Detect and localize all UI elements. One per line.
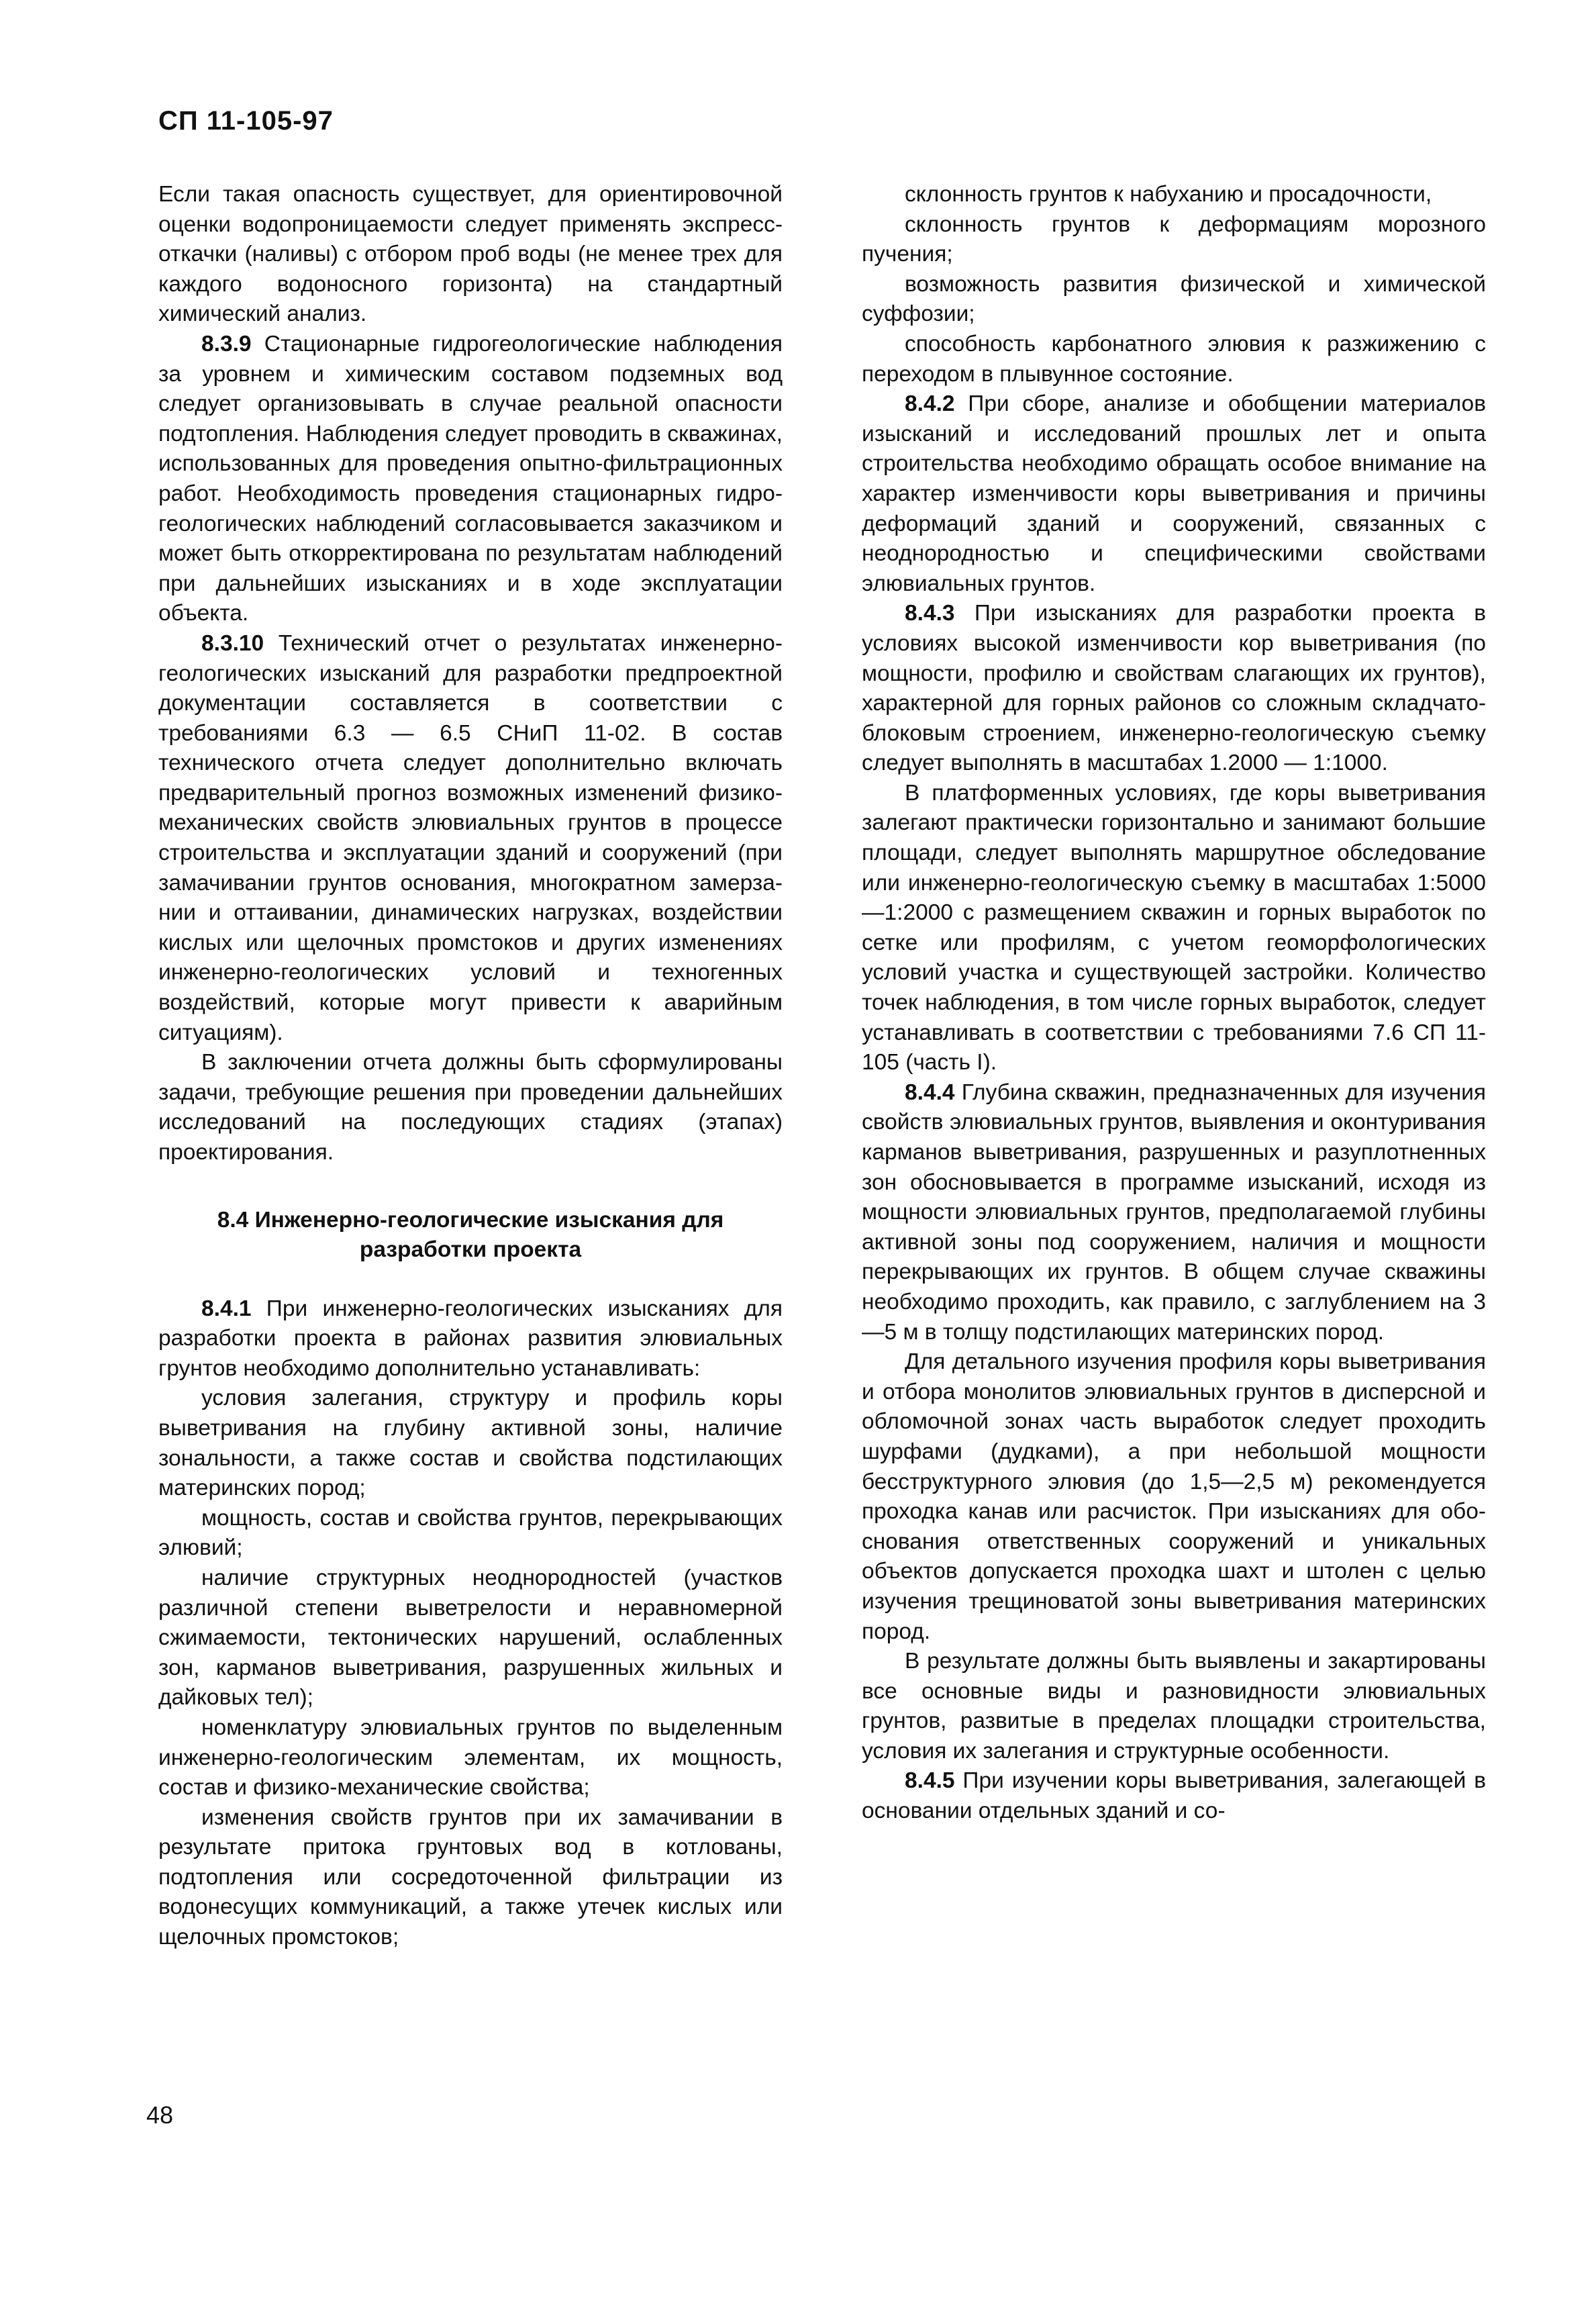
paragraph-8-4-1 [158,1294,783,1384]
list-item: мощность, состав и свойства грунтов, перекрывающих элювий; [158,1505,783,1561]
clause-text: При инженерно-геологических изысканиях для разработки проекта в районах развития элювиальных грунтов необходимо дополнительно устанавливать: [158,1296,783,1381]
left-column [158,180,783,1953]
clause-number: 8.3.10 [201,630,264,656]
list-item: способность карбонатного элювия к разжижению с переходом в плывунное состояние. [862,331,1486,387]
paragraph-8-4-4 [862,1078,1486,1347]
list-item: возможность развития физической и химической суффозии; [862,271,1486,327]
clause-number: 8.4.4 [905,1079,955,1105]
paragraph: Если такая опасность существует, для ориентировочной оценки водопроницаемости следует применять экспресс-откачки (наливы) с отбором проб воды (не менее трех для каждого водоносного горизонта) на стандартный химический анализ. [158,182,783,327]
clause-number: 8.4.3 [905,601,955,626]
list-item: изменения свойств грунтов при их замачивании в результате притока грунтовых вод в котлованы, подтопления или сосредоточенной фильтрации из водонесущих коммуникаций, а также утечек кислых или щелочных промстоков; [158,1804,783,1950]
clause-text: При сборе, анализе и обобщении материалов изысканий и исследований прошлых лет и опыта строительства необходимо обращать особое внимание на характер изменчивости коры выветривания и причины деформаций зданий и сооружений, связанных с неоднородностью и специфическими свойствами элювиальных грунтов. [862,391,1486,596]
paragraph-8-3-9 [158,330,783,629]
paragraph: В результате должны быть выявлены и закартированы все основные виды и разновидности элювиальных грунтов, развитые в пределах площадки строительства, условия их залегания и структурные особенности. [862,1649,1486,1764]
right-column [862,180,1486,1827]
list-item: наличие структурных неоднородностей (участков различной степени выветрелости и неравномерной сжимаемости, тектонических нарушений, ослабленных зон, карманов выветривания, разрушенных жильных и дайковых тел); [158,1565,783,1711]
paragraph: Для детального изучения профиля коры выветривания и отбора монолитов элювиальных грунтов в дисперсной и обломочной зонах часть выработок следует проходить шурфами (дудками), а при небольшой мощности бесструктурного элювия (до 1,5—2,5 м) рекомендуется проходка канав или расчисток. При изысканиях для обоснования ответственных сооружений и уникальных объектов допускается проходка шахт и штолен с целью изучения трещиноватой зоны выветривания материнских пород. [862,1349,1486,1644]
list-item: склонность грунтов к деформациям морозного пучения; [862,211,1486,267]
clause-text: Стационарные гидрогеологические наблюдения за уровнем и химическим составом подземных вод следует организовывать в случае реальной опасности подтопления. Наблюдения следует проводить в скважинах, использованных для проведения опытно-фильтрационных работ. Необходимость проведения стационарных гидрогеологических наблюдений согласовывается заказчиком и может быть откорректирована по результатам наблюдений при дальнейших изысканиях и в ходе эксплуатации объекта. [158,331,783,626]
paragraph: В заключении отчета должны быть сформулированы задачи, требующие решения при проведении дальнейших исследований на последующих стадиях (этапах) проектирования. [158,1050,783,1165]
paragraph-8-4-3 [862,599,1486,779]
paragraph: В платформенных условиях, где коры выветривания залегают практически горизонтально и занимают большие площади, следует выполнять маршрутное обследование или инженерно-геологическую съемку в масштабах 1:5000 —1:2000 с размещением скважин и горных выработок по сетке или профилям, с учетом геоморфологических условий участка и существующей застройки. Количество точек наблюдения, в том числе горных выработок, следует устанавливать в соответствии с требованиями 7.6 СП 11-105 (часть I). [862,780,1486,1075]
paragraph-8-4-5 [862,1766,1486,1826]
document-code-header: СП 11-105-97 [158,106,334,136]
clause-text: Технический отчет о результатах инженерно-геологических изысканий для разработки предпроектной документации составляется в соответствии с требованиями 6.3 — 6.5 СНиП 11-02. В состав технического отчета следует дополнительно включать предварительный прогноз возможных изменений физико-механических свойств элювиальных грунтов в процессе строительства и эксплуатации зданий и сооружений (при замачивании грунтов основания, многократном замерзании и оттаивании, динамических нагрузках, воздействии кислых или щелочных промстоков и других изменениях инженерно-геологических условий и техногенных воздействий, которые могут привести к аварийным ситуациям). [158,630,783,1045]
clause-text: Глубина скважин, предназначенных для изучения свойств элювиальных грунтов, выявления и оконтуривания карманов выветривания, разрушенных и разуплотненных зон обосновывается в программе изысканий, исходя из мощности элювиальных грунтов, предполагаемой глубины активной зоны под сооружением, наличия и мощности перекрывающих их грунтов. В общем случае скважины необходимо проходить, как правило, с заглублением на 3—5 м в толщу подстилающих материнских пород. [862,1079,1486,1345]
list-item: номенклатуру элювиальных грунтов по выделенным инженерно-геологическим элементам, их мощность, состав и физико-механические свойства; [158,1715,783,1800]
paragraph-8-4-2 [862,389,1486,599]
section-heading: 8.4 Инженерно-геологические изыскания для разработки проекта [217,1207,724,1262]
list-item: склонность грунтов к набуханию и просадочности, [905,182,1432,207]
list-item: условия залегания, структуру и профиль коры выветривания на глубину активной зоны, наличие зональности, а также состав и свойства подстилающих материнских пород; [158,1386,783,1501]
paragraph-8-3-10 [158,629,783,1048]
clause-number: 8.4.2 [905,391,955,417]
clause-number: 8.4.1 [201,1296,252,1321]
clause-text: При изысканиях для разработки проекта в условиях высокой изменчивости кор выветривания (по мощности, профилю и свойствам слагающих их грунтов), характерной для горных районов со сложным складчато-блоковым строением, инженерно-геологическую съемку следует выполнять в масштабах 1.2000 — 1:1000. [862,601,1486,776]
clause-text: При изучении коры выветривания, залегающей в основании отдельных зданий и со- [862,1768,1486,1824]
clause-number: 8.3.9 [201,331,252,356]
page-number: 48 [146,2101,174,2129]
clause-number: 8.4.5 [905,1768,955,1794]
